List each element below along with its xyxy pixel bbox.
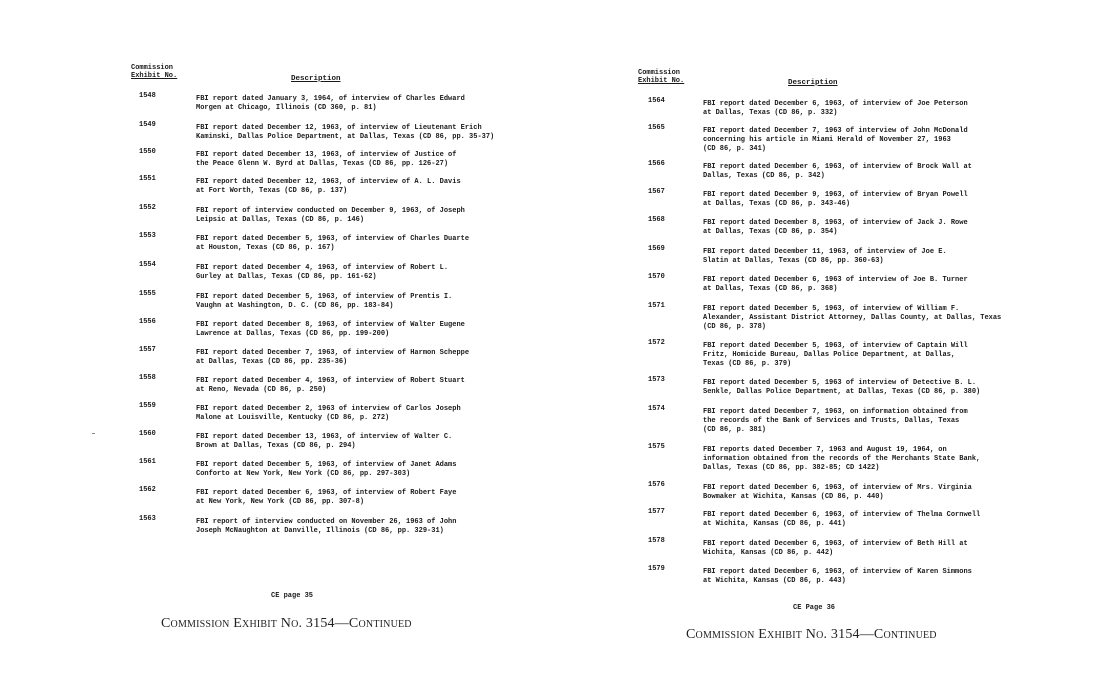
exhibit-number: 1567: [648, 188, 665, 196]
entry-description-line: FBI report dated December 9, 1963, of interview of Bryan Powell: [703, 191, 968, 199]
entry-description-line: FBI report dated December 5, 1963 of interview of Detective B. L.: [703, 379, 977, 387]
entry-description-line: FBI report dated December 4, 1963, of interview of Robert L.: [196, 264, 449, 272]
exhibit-number: 1572: [648, 339, 665, 347]
entry-description-line: FBI report dated December 13, 1963, of interview of Justice of: [196, 151, 457, 159]
entry-description-line: FBI report dated December 4, 1963, of interview of Robert Stuart: [196, 377, 465, 385]
entry-description-line: the records of the Bank of Services and Trusts, Dallas, Texas: [703, 417, 960, 425]
entry-description-line: at Wichita, Kansas (CD 86, p. 443): [703, 577, 846, 585]
exhibit-number: 1568: [648, 216, 665, 224]
entry-description-line: FBI report dated December 5, 1963, of interview of Prentis I.: [196, 293, 453, 301]
exhibit-number: 1574: [648, 405, 665, 413]
entry-description-line: Wichita, Kansas (CD 86, p. 442): [703, 549, 834, 557]
exhibit-number: 1566: [648, 160, 665, 168]
entry-description-line: FBI report dated December 6, 1963, of interview of Mrs. Virginia: [703, 484, 972, 492]
entry-description-line: information obtained from the records of the Merchants State Bank,: [703, 455, 981, 463]
entry-description-line: FBI report dated December 7, 1963, on information obtained from: [703, 408, 968, 416]
entry-description-line: at Dallas, Texas (CD 86, p. 332): [703, 109, 838, 117]
entry-description-line: Joseph McNaughton at Danville, Illinois (CD 86, pp. 329-31): [196, 527, 444, 535]
exhibit-caption: Commission Exhibit No. 3154—Continued: [686, 627, 937, 642]
entry-description-line: FBI report dated December 6, 1963 of interview of Joe B. Turner: [703, 276, 968, 284]
entry-description-line: at Reno, Nevada (CD 86, p. 250): [196, 386, 327, 394]
entry-description-line: FBI report dated December 5, 1963, of interview of William F.: [703, 305, 960, 313]
header-exhibit-no: Exhibit No.: [131, 72, 178, 80]
exhibit-number: 1563: [139, 515, 156, 523]
exhibit-number: 1557: [139, 346, 156, 354]
exhibit-number: 1561: [139, 458, 156, 466]
entry-description-line: (CD 86, p. 341): [703, 145, 767, 153]
entry-description-line: Lawrence at Dallas, Texas (CD 86, pp. 199-200): [196, 330, 390, 338]
entry-description-line: Brown at Dallas, Texas (CD 86, p. 294): [196, 442, 356, 450]
entry-description-line: Dallas, Texas (CD 86, pp. 382-85; CD 1422): [703, 464, 880, 472]
entry-description-line: FBI report dated December 6, 1963, of interview of Brock Wall at: [703, 163, 972, 171]
entry-description-line: Alexander, Assistant District Attorney, Dallas County, at Dallas, Texas: [703, 314, 1002, 322]
entry-description-line: at Fort Worth, Texas (CD 86, p. 137): [196, 187, 348, 195]
ce-page-label: CE Page 36: [793, 604, 836, 612]
exhibit-number: 1576: [648, 481, 665, 489]
entry-description-line: Morgen at Chicago, Illinois (CD 360, p. 81): [196, 104, 377, 112]
header-commission: Commission: [131, 64, 174, 72]
exhibit-number: 1575: [648, 443, 665, 451]
exhibit-number: 1577: [648, 508, 665, 516]
entry-description-line: Conforto at New York, New York (CD 86, pp. 297-303): [196, 470, 411, 478]
exhibit-number: 1579: [648, 565, 665, 573]
entry-description-line: FBI report dated December 12, 1963, of interview of A. L. Davis: [196, 178, 461, 186]
entry-description-line: FBI report of interview conducted on December 9, 1963, of Joseph: [196, 207, 465, 215]
header-commission: Commission: [638, 69, 681, 77]
entry-description-line: FBI report dated December 5, 1963, of interview of Captain Will: [703, 342, 968, 350]
exhibit-number: 1571: [648, 302, 665, 310]
entry-description-line: FBI report dated December 2, 1963 of interview of Carlos Joseph: [196, 405, 461, 413]
entry-description-line: Fritz, Homicide Bureau, Dallas Police Department, at Dallas,: [703, 351, 956, 359]
entry-description-line: FBI report of interview conducted on November 26, 1963 of John: [196, 518, 457, 526]
entry-description-line: at Houston, Texas (CD 86, p. 167): [196, 244, 335, 252]
exhibit-number: 1552: [139, 204, 156, 212]
exhibit-caption: Commission Exhibit No. 3154—Continued: [161, 616, 412, 631]
exhibit-number: 1564: [648, 97, 665, 105]
exhibit-number: 1551: [139, 175, 156, 183]
entry-description-line: Leipsic at Dallas, Texas (CD 86, p. 146): [196, 216, 365, 224]
exhibit-number: 1555: [139, 290, 156, 298]
entry-description-line: at Dallas, Texas (CD 86, p. 354): [703, 228, 838, 236]
entry-description-line: FBI reports dated December 7, 1963 and August 19, 1964, on: [703, 446, 947, 454]
entry-description-line: Malone at Louisville, Kentucky (CD 86, p. 272): [196, 414, 390, 422]
entry-description-line: at Dallas, Texas (CD 86, pp. 235-36): [196, 358, 348, 366]
entry-description-line: FBI report dated December 6, 1963, of interview of Thelma Cornwell: [703, 511, 981, 519]
exhibit-number: 1560: [139, 430, 156, 438]
exhibit-number: 1549: [139, 121, 156, 129]
entry-description-line: FBI report dated December 6, 1963, of interview of Karen Simmons: [703, 568, 972, 576]
entry-description-line: (CD 86, p. 378): [703, 323, 767, 331]
entry-description-line: at Dallas, Texas (CD 86, p. 368): [703, 285, 838, 293]
entry-description-line: FBI report dated December 12, 1963, of interview of Lieutenant Erich: [196, 124, 482, 132]
entry-description-line: FBI report dated December 7, 1963 of interview of John McDonald: [703, 127, 968, 135]
entry-description-line: FBI report dated December 6, 1963, of interview of Beth Hill at: [703, 540, 968, 548]
entry-description-line: FBI report dated December 13, 1963, of interview of Walter C.: [196, 433, 453, 441]
commission-exhibit-header: [131, 64, 177, 80]
ce-page-label: CE page 35: [271, 592, 314, 600]
entry-description-line: (CD 86, p. 381): [703, 426, 767, 434]
entry-description-line: FBI report dated December 8, 1963, of interview of Jack J. Rowe: [703, 219, 968, 227]
exhibit-number: 1562: [139, 486, 156, 494]
entry-description-line: Bowmaker at Wichita, Kansas (CD 86, p. 440): [703, 493, 884, 501]
entry-description-line: concerning his article in Miami Herald of November 27, 1963: [703, 136, 951, 144]
entry-description-line: Dallas, Texas (CD 86, p. 342): [703, 172, 825, 180]
entry-description-line: at Wichita, Kansas (CD 86, p. 441): [703, 520, 846, 528]
exhibit-number: 1550: [139, 148, 156, 156]
header-exhibit-no: Exhibit No.: [638, 77, 685, 85]
description-header: Description: [788, 79, 838, 87]
commission-exhibit-header: [638, 69, 684, 85]
exhibit-number: 1565: [648, 124, 665, 132]
exhibit-number: 1569: [648, 245, 665, 253]
exhibit-number: 1548: [139, 92, 156, 100]
entry-description-line: Gurley at Dallas, Texas (CD 86, pp. 161-62): [196, 273, 377, 281]
entry-description-line: Slatin at Dallas, Texas (CD 86, pp. 360-63): [703, 257, 884, 265]
entry-description-line: FBI report dated December 7, 1963, of interview of Harmon Scheppe: [196, 349, 470, 357]
entry-description-line: Senkle, Dallas Police Department, at Dallas, Texas (CD 86, p. 380): [703, 388, 981, 396]
entry-description-line: FBI report dated December 5, 1963, of interview of Charles Duarte: [196, 235, 470, 243]
entry-description-line: the Peace Glenn W. Byrd at Dallas, Texas (CD 86, pp. 126-27): [196, 160, 449, 168]
exhibit-number: 1559: [139, 402, 156, 410]
exhibit-number: 1578: [648, 537, 665, 545]
entry-description-line: at New York, New York (CD 86, pp. 307-8): [196, 498, 365, 506]
exhibit-number: 1570: [648, 273, 665, 281]
margin-mark: [92, 433, 95, 434]
entry-description-line: FBI report dated December 11, 1963, of interview of Joe E.: [703, 248, 947, 256]
exhibit-number: 1556: [139, 318, 156, 326]
entry-description-line: Vaughn at Washington, D. C. (CD 86, pp. 183-84): [196, 302, 394, 310]
exhibit-number: 1573: [648, 376, 665, 384]
entry-description-line: FBI report dated December 8, 1963, of interview of Walter Eugene: [196, 321, 465, 329]
exhibit-number: 1553: [139, 232, 156, 240]
description-header: Description: [291, 75, 341, 83]
entry-description-line: FBI report dated December 5, 1963, of interview of Janet Adams: [196, 461, 457, 469]
exhibit-number: 1554: [139, 261, 156, 269]
entry-description-line: FBI report dated December 6, 1963, of interview of Robert Faye: [196, 489, 457, 497]
right-page: [547, 0, 1094, 691]
entry-description-line: FBI report dated December 6, 1963, of interview of Joe Peterson: [703, 100, 968, 108]
exhibit-number: 1558: [139, 374, 156, 382]
entry-description-line: Texas (CD 86, p. 379): [703, 360, 792, 368]
entry-description-line: at Dallas, Texas (CD 86, p. 343-46): [703, 200, 851, 208]
entry-description-line: FBI report dated January 3, 1964, of interview of Charles Edward: [196, 95, 465, 103]
entry-description-line: Kaminski, Dallas Police Department, at Dallas, Texas (CD 86, pp. 35-37): [196, 133, 495, 141]
